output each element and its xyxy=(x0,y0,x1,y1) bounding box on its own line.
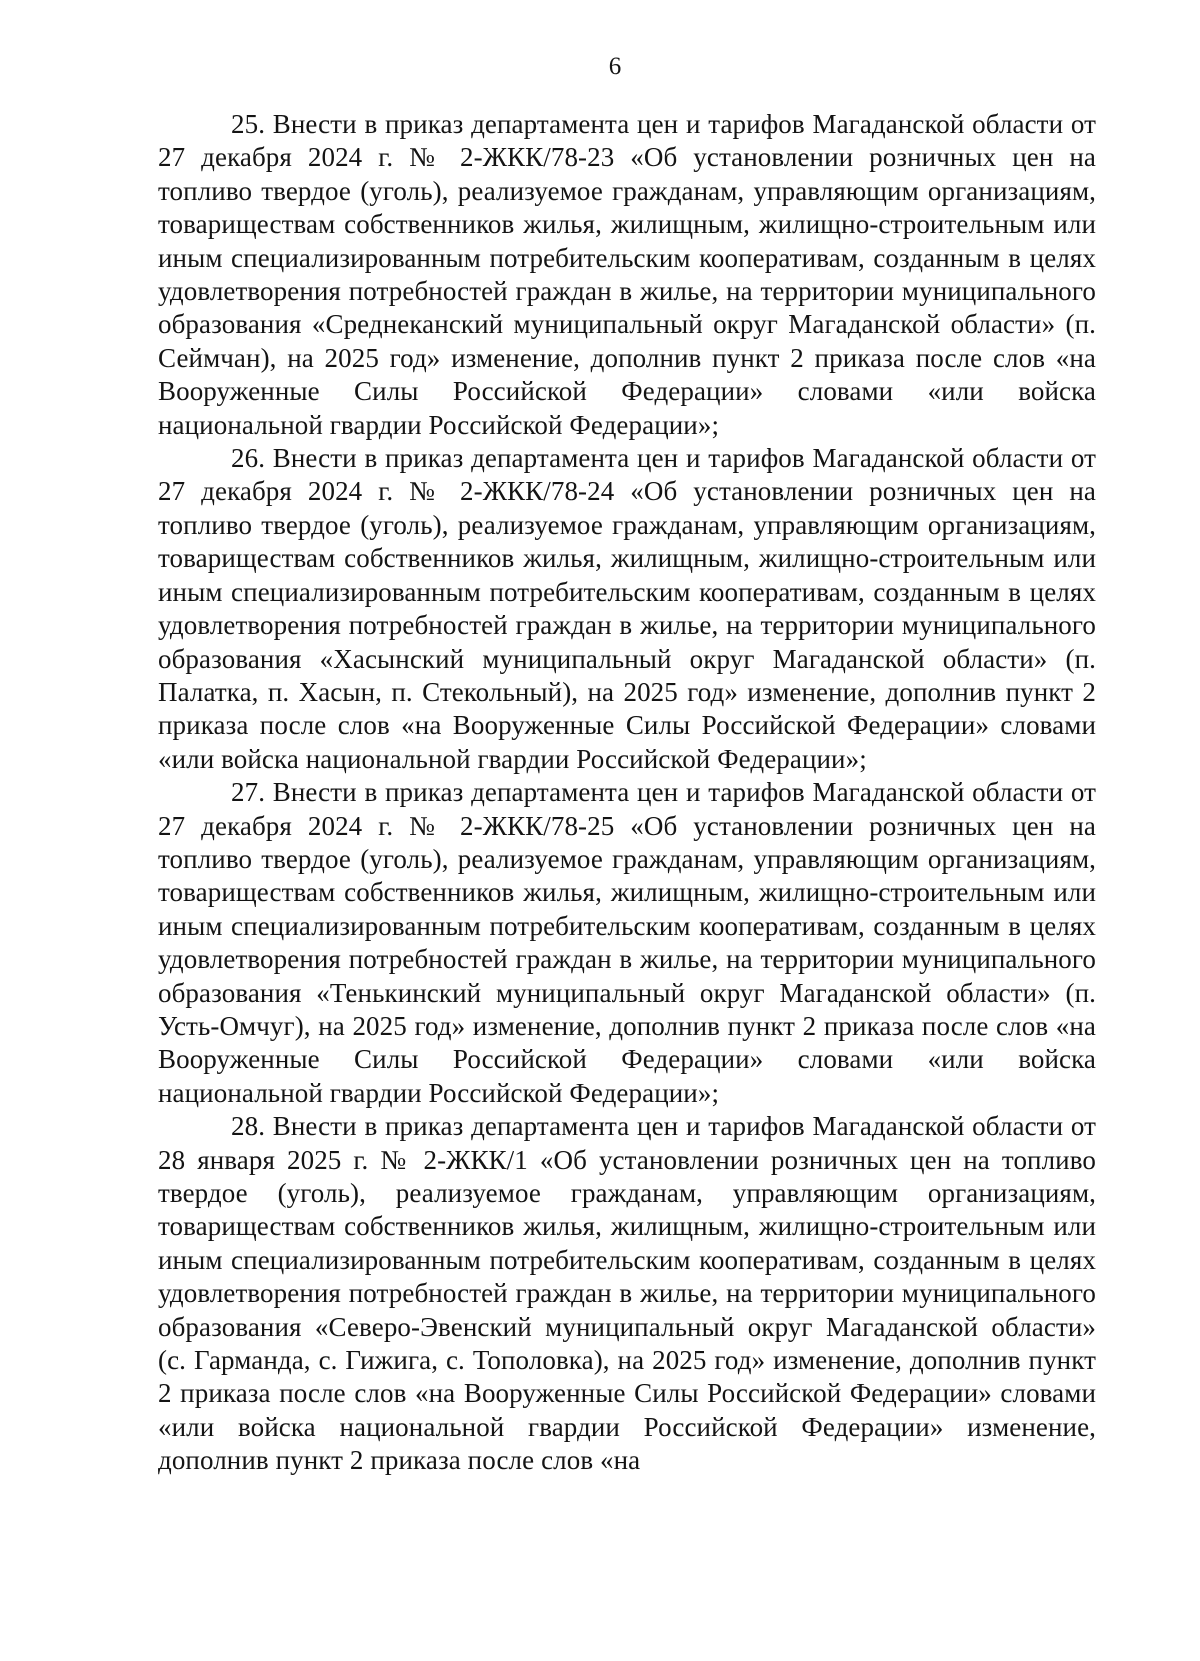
paragraph-item-26: 26. Внести в приказ департамента цен и тарифов Магаданской области от 27 декабря 2024 г. № 2-ЖКК/78-24 «Об установлении розничных цен на топливо твердое (уголь), реализуемое гражданам, управляющим организациям, товариществам собственников жилья, жилищным, жилищно-строительным или иным специализированным потребительским кооперативам, созданным в целях удовлетворения потребностей граждан в жилье, на территории муниципального образования «Хасынский муниципальный округ Магаданской области» (п. Палатка, п. Хасын, п. Стекольный), на 2025 год» изменение, дополнив пункт 2 приказа после слов «на Вооруженные Силы Российской Федерации» словами «или войска национальной гвардии Российской Федерации»; xyxy=(158,443,1096,774)
document-body xyxy=(158,108,1096,1478)
paragraph-item-25: 25. Внести в приказ департамента цен и тарифов Магаданской области от 27 декабря 2024 г. № 2-ЖКК/78-23 «Об установлении розничных цен на топливо твердое (уголь), реализуемое гражданам, управляющим организациям, товариществам собственников жилья, жилищным, жилищно-строительным или иным специализированным потребительским кооперативам, созданным в целях удовлетворения потребностей граждан в жилье, на территории муниципального образования «Среднеканский муниципальный округ Магаданской области» (п. Сеймчан), на 2025 год» изменение, дополнив пункт 2 приказа после слов «на Вооруженные Силы Российской Федерации» словами «или войска национальной гвардии Российской Федерации»; xyxy=(158,109,1096,440)
page-number: 6 xyxy=(608,53,622,80)
paragraph-item-27: 27. Внести в приказ департамента цен и тарифов Магаданской области от 27 декабря 2024 г. № 2-ЖКК/78-25 «Об установлении розничных цен на топливо твердое (уголь), реализуемое гражданам, управляющим организациям, товариществам собственников жилья, жилищным, жилищно-строительным или иным специализированным потребительским кооперативам, созданным в целях удовлетворения потребностей граждан в жилье, на территории муниципального образования «Тенькинский муниципальный округ Магаданской области» (п. Усть-Омчуг), на 2025 год» изменение, дополнив пункт 2 приказа после слов «на Вооруженные Силы Российской Федерации» словами «или войска национальной гвардии Российской Федерации»; xyxy=(158,777,1096,1108)
paragraph-item-28: 28. Внести в приказ департамента цен и тарифов Магаданской области от 28 января 2025 г. № 2-ЖКК/1 «Об установлении розничных цен на топливо твердое (уголь), реализуемое гражданам, управляющим организациям, товариществам собственников жилья, жилищным, жилищно-строительным или иным специализированным потребительским кооперативам, созданным в целях удовлетворения потребностей граждан в жилье, на территории муниципального образования «Северо-Эвенский муниципальный округ Магаданской области» (с. Гарманда, с. Гижига, с. Тополовка), на 2025 год» изменение, дополнив пункт 2 приказа после слов «на Вооруженные Силы Российской Федерации» словами «или войска национальной гвардии Российской Федерации» изменение, дополнив пункт 2 приказа после слов «на xyxy=(158,1111,1096,1476)
